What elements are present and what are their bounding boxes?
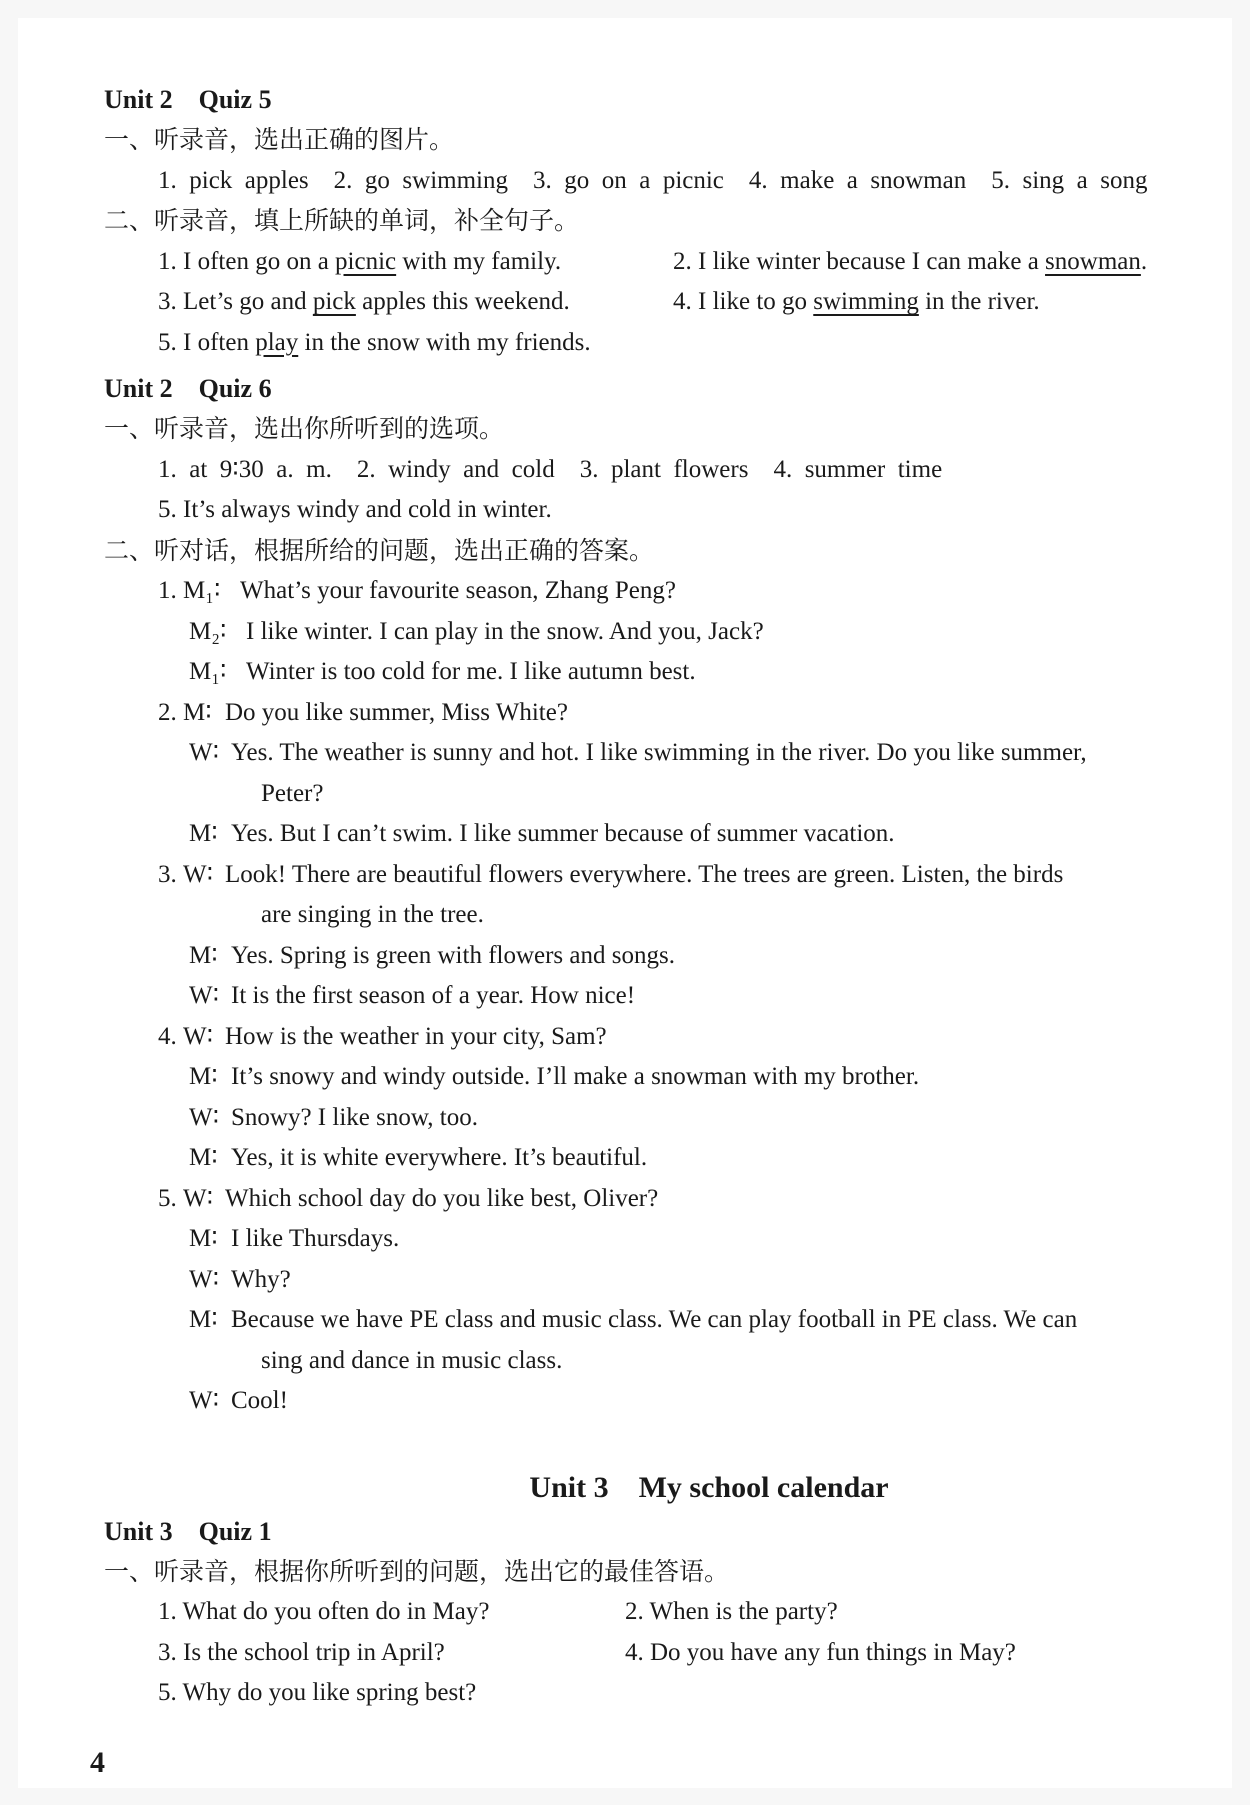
question: 3. Is the school trip in April? bbox=[158, 1638, 445, 1666]
dialogue-line: Peter? bbox=[261, 779, 324, 807]
speaker-label: M∶ bbox=[189, 1144, 218, 1171]
speaker-label: W∶ bbox=[189, 1103, 220, 1131]
dialogue-line: 2. M∶ Do you like summer, Miss White? bbox=[104, 693, 1194, 734]
question: 5. Why do you like spring best? bbox=[158, 1679, 477, 1706]
speaker-label: W∶ bbox=[189, 982, 220, 1009]
section-heading: 二、听对话，根据所给的问题，选出正确的答案。 bbox=[104, 535, 655, 565]
quiz-title: Unit 3 Quiz 1 bbox=[104, 1516, 272, 1546]
dialogue-line: are singing in the tree. bbox=[261, 901, 484, 928]
dialogue-line: 1. M₁∶ What’s your favourite season, Zhang Peng? bbox=[104, 571, 1194, 612]
speaker-label: M∶ bbox=[189, 1306, 218, 1333]
dialogue-line: M₂∶ I like winter. I can play in the snow. And you, Jack? bbox=[104, 612, 1194, 653]
speaker-label: W∶ bbox=[183, 1184, 214, 1212]
unit-title: Unit 3 My school calendar bbox=[529, 1470, 889, 1504]
page bbox=[18, 18, 1232, 1788]
speaker-label: M∶ bbox=[189, 941, 218, 969]
dialogue-line: W∶ Snowy? I like snow, too. bbox=[104, 1098, 1194, 1139]
sentence: 1. I often go on a picnic with my family. bbox=[158, 247, 562, 275]
filled-blank: swimming bbox=[813, 288, 919, 315]
speaker-label: W∶ bbox=[189, 739, 220, 766]
speaker-label: M∶ bbox=[189, 820, 218, 847]
filled-blank: pick bbox=[312, 288, 356, 315]
dialogue-line: sing and dance in music class. bbox=[261, 1346, 563, 1374]
section-heading: 二、听录音，填上所缺的单词，补全句子。 bbox=[104, 206, 580, 235]
answer-line: 5. It’s always windy and cold in winter. bbox=[158, 496, 552, 523]
dialogue-line: M∶ Yes, it is white everywhere. It’s beautiful. bbox=[104, 1138, 1194, 1179]
answer-line: 1. at 9∶30 a. m. 2. windy and cold 3. plant flowers 4. summer time bbox=[158, 455, 943, 483]
dialogue-line: M₁∶ Winter is too cold for me. I like autumn best. bbox=[104, 652, 1194, 693]
speaker-label: W∶ bbox=[183, 1022, 214, 1050]
speaker-label: W∶ bbox=[189, 1265, 220, 1293]
speaker-label: M∶ bbox=[189, 1063, 218, 1090]
speaker-label: M∶ bbox=[183, 698, 212, 726]
dialogue-line: M∶ Yes. Spring is green with flowers and songs. bbox=[104, 936, 1194, 977]
question: 4. Do you have any fun things in May? bbox=[625, 1638, 1016, 1666]
filled-blank: picnic bbox=[335, 247, 397, 275]
speaker-label: M₁∶ bbox=[183, 577, 221, 604]
sentence: 4. I like to go swimming in the river. bbox=[673, 288, 1040, 315]
sentence: 2. I like winter because I can make a snowman. bbox=[673, 247, 1148, 275]
speaker-label: M₁∶ bbox=[189, 658, 227, 685]
dialogue-line: M∶ Because we have PE class and music class. We can play football in PE class. We can bbox=[104, 1300, 1194, 1341]
dialogue-line: 5. W∶ Which school day do you like best, Oliver? bbox=[104, 1179, 1194, 1220]
filled-blank: play bbox=[255, 328, 299, 356]
speaker-label: M₂∶ bbox=[189, 617, 227, 645]
filled-blank: snowman bbox=[1045, 247, 1141, 275]
dialogue-line: W∶ Yes. The weather is sunny and hot. I like swimming in the river. Do you like summer, bbox=[104, 733, 1194, 774]
sentence: 3. Let’s go and pick apples this weekend. bbox=[158, 288, 570, 315]
question: 1. What do you often do in May? bbox=[158, 1598, 490, 1625]
section-heading: 一、听录音，选出正确的图片。 bbox=[104, 125, 455, 154]
dialogue-line: M∶ Yes. But I can’t swim. I like summer because of summer vacation. bbox=[104, 814, 1194, 855]
answer-row bbox=[104, 1592, 1194, 1633]
dialogue-line: W∶ It is the first season of a year. How nice! bbox=[104, 976, 1194, 1017]
dialogue-line: W∶ Cool! bbox=[104, 1381, 1194, 1422]
quiz-title: Unit 2 Quiz 6 bbox=[104, 374, 272, 403]
dialogue-line: 3. W∶ Look! There are beautiful flowers everywhere. The trees are green. Listen, the birds bbox=[104, 855, 1194, 896]
page-number: 4 bbox=[90, 1746, 105, 1779]
dialogue-line: M∶ I like Thursdays. bbox=[104, 1219, 1194, 1260]
section-heading: 一、听录音，选出你所听到的选项。 bbox=[104, 414, 505, 443]
answer-content bbox=[104, 80, 1194, 1714]
quiz-title: Unit 2 Quiz 5 bbox=[104, 85, 272, 114]
speaker-label: W∶ bbox=[189, 1387, 220, 1414]
answer-row bbox=[104, 1633, 1194, 1674]
dialogue-line: W∶ Why? bbox=[104, 1260, 1194, 1301]
answer-row bbox=[104, 242, 1194, 283]
speaker-label: W∶ bbox=[183, 860, 214, 888]
answer-row bbox=[104, 282, 1194, 323]
speaker-label: M∶ bbox=[189, 1225, 218, 1252]
section-heading: 一、听录音，根据你所听到的问题，选出它的最佳答语。 bbox=[104, 1556, 730, 1586]
sentence: 5. I often play in the snow with my friends. bbox=[158, 328, 591, 356]
question: 2. When is the party? bbox=[625, 1598, 838, 1625]
dialogue-line: 4. W∶ How is the weather in your city, Sam? bbox=[104, 1017, 1194, 1058]
dialogue-line: M∶ It’s snowy and windy outside. I’ll make a snowman with my brother. bbox=[104, 1057, 1194, 1098]
answer-line: 1. pick apples 2. go swimming 3. go on a picnic 4. make a snowman 5. sing a song bbox=[158, 166, 1148, 194]
